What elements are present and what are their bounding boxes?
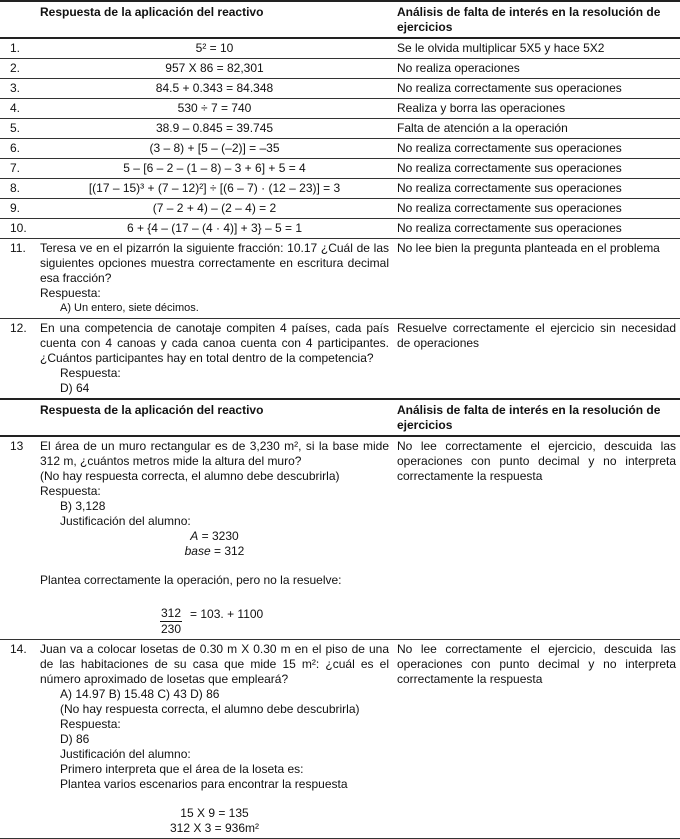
item-13-answer: B) 3,128 xyxy=(60,499,106,513)
table-row xyxy=(0,59,680,79)
header-analysis: Análisis de falta de interés en la resolución de ejercicios xyxy=(393,399,680,436)
header-response: Respuesta de la aplicación del reactivo xyxy=(36,399,393,436)
item-13-calc-base xyxy=(40,544,389,559)
item-12-answer: D) 64 xyxy=(60,381,90,395)
table-row xyxy=(0,119,680,139)
row-analysis: No realiza correctamente sus operaciones xyxy=(393,219,680,239)
item-12-row xyxy=(0,319,680,400)
table-row xyxy=(0,99,680,119)
row-analysis: Falta de atención a la operación xyxy=(393,119,680,139)
row-response: 530 ÷ 7 = 740 xyxy=(36,99,393,119)
row-analysis: No realiza correctamente sus operaciones xyxy=(393,79,680,99)
item-13-note: (No hay respuesta correcta, el alumno debe descubrirla) xyxy=(40,469,340,483)
header-response: Respuesta de la aplicación del reactivo xyxy=(36,1,393,38)
calc-var: base xyxy=(184,544,211,558)
header-analysis: Análisis de falta de interés en la resolución de ejercicios xyxy=(393,1,680,38)
header-num-cell xyxy=(0,1,36,38)
row-number: 9. xyxy=(0,199,36,219)
item-14-question: Juan va a colocar losetas de 0.30 m X 0.30 m en el piso de una de las habitaciones de su casa que mide 15 m²: ¿cuál es el número aproximado de losetas que empleará? xyxy=(40,642,389,686)
item-13-answer-label: Respuesta: xyxy=(40,484,101,498)
row-response: (3 – 8) + [5 – (–2)] = –35 xyxy=(36,139,393,159)
item-12-answer-label: Respuesta: xyxy=(60,366,121,380)
row-response: 6 + {4 – (17 – (4 · 4)] + 3} – 5 = 1 xyxy=(36,219,393,239)
item-13-fraction xyxy=(160,606,182,637)
table-row xyxy=(0,219,680,239)
item-11-answer-label: Respuesta: xyxy=(40,286,101,300)
item-13-row xyxy=(0,436,680,640)
item-13-analysis: No lee correctamente el ejercicio, descuida las operaciones con punto decimal y no interpreta correctamente la respuesta xyxy=(393,436,680,640)
item-11-response xyxy=(36,239,393,319)
item-12-analysis: Resuelve correctamente el ejercicio sin necesidad de operaciones xyxy=(393,319,680,400)
row-analysis: Realiza y borra las operaciones xyxy=(393,99,680,119)
fraction-numerator: 312 xyxy=(161,606,182,620)
row-number: 3. xyxy=(0,79,36,99)
item-14-justification-label: Justificación del alumno: xyxy=(60,747,191,761)
item-13-calc-area xyxy=(40,529,389,544)
calc-var: A xyxy=(190,529,199,543)
row-analysis: No realiza operaciones xyxy=(393,59,680,79)
calc-value: = 3230 xyxy=(198,529,239,543)
item-13-statement: Plantea correctamente la operación, pero no la resuelve: xyxy=(40,573,342,587)
table-row xyxy=(0,179,680,199)
header-num-cell xyxy=(0,399,36,436)
item-14-answer-label: Respuesta: xyxy=(60,717,121,731)
table-header-repeat xyxy=(0,399,680,436)
fraction-denominator: 230 xyxy=(161,622,182,636)
row-number: 6. xyxy=(0,139,36,159)
item-13-justification-label: Justificación del alumno: xyxy=(60,514,191,528)
table-header xyxy=(0,1,680,38)
row-number: 10. xyxy=(0,219,36,239)
row-number: 14. xyxy=(0,640,36,839)
row-response: 957 X 86 = 82,301 xyxy=(36,59,393,79)
item-14-answer: D) 86 xyxy=(60,732,90,746)
calc-value: = 312 xyxy=(210,544,245,558)
item-11-answer: A) Un entero, siete décimos. xyxy=(60,302,199,314)
fraction-result: = 103. + 1100 xyxy=(190,607,264,621)
item-14-response xyxy=(36,640,393,839)
item-14-options: A) 14.97 B) 15.48 C) 43 D) 86 xyxy=(60,687,220,701)
item-14-note: (No hay respuesta correcta, el alumno debe descubrirla) xyxy=(60,702,360,716)
item-13-response xyxy=(36,436,393,640)
row-number: 12. xyxy=(0,319,36,400)
row-response: (7 – 2 + 4) – (2 – 4) = 2 xyxy=(36,199,393,219)
row-response: 84.5 + 0.343 = 84.348 xyxy=(36,79,393,99)
item-11-question: Teresa ve en el pizarrón la siguiente fracción: 10.17 ¿Cuál de las siguientes opciones muestra correctamente en escritura decimal esa fracción? xyxy=(40,241,389,285)
row-analysis: Se le olvida multiplicar 5X5 y hace 5X2 xyxy=(393,38,680,59)
item-12-question: En una competencia de canotaje compiten 4 países, cada país cuenta con 4 canoas y cada canoa cuenta con 4 participantes. ¿Cuántos participantes hay en total dentro de la competencia? xyxy=(40,321,389,365)
row-number: 13 xyxy=(0,436,36,640)
item-14-calc1: 15 X 9 = 135 xyxy=(180,806,249,820)
row-response: 38.9 – 0.845 = 39.745 xyxy=(36,119,393,139)
item-11-analysis: No lee bien la pregunta planteada en el problema xyxy=(393,239,680,319)
item-14-analysis: No lee correctamente el ejercicio, descuida las operaciones con punto decimal y no interpreta correctamente la respuesta xyxy=(393,640,680,839)
row-analysis: No realiza correctamente sus operaciones xyxy=(393,159,680,179)
table-row xyxy=(0,139,680,159)
row-number: 5. xyxy=(0,119,36,139)
row-analysis: No realiza correctamente sus operaciones xyxy=(393,139,680,159)
row-number: 7. xyxy=(0,159,36,179)
table-row xyxy=(0,79,680,99)
item-13-question: El área de un muro rectangular es de 3,230 m², si la base mide 312 m, ¿cuántos metros mide la altura del muro? xyxy=(40,439,389,468)
item-14-calc2: 312 X 3 = 936m² xyxy=(169,821,260,835)
item-11-row xyxy=(0,239,680,319)
row-analysis: No realiza correctamente sus operaciones xyxy=(393,199,680,219)
row-response: [(17 – 15)³ + (7 – 12)²] ÷ [(6 – 7) · (12 – 23)] = 3 xyxy=(36,179,393,199)
table-row xyxy=(0,199,680,219)
table-row xyxy=(0,38,680,59)
row-response: 5² = 10 xyxy=(36,38,393,59)
item-14-line1: Primero interpreta que el área de la loseta es: xyxy=(60,762,304,776)
row-analysis: No realiza correctamente sus operaciones xyxy=(393,179,680,199)
item-14-line2: Plantea varios escenarios para encontrar la respuesta xyxy=(60,777,348,791)
row-number: 2. xyxy=(0,59,36,79)
item-12-response xyxy=(36,319,393,400)
table-row xyxy=(0,159,680,179)
row-response: 5 – [6 – 2 – (1 – 8) – 3 + 6] + 5 = 4 xyxy=(36,159,393,179)
row-number: 11. xyxy=(0,239,36,319)
row-number: 1. xyxy=(0,38,36,59)
row-number: 4. xyxy=(0,99,36,119)
item-13-fraction-line xyxy=(40,606,389,637)
item-14-row xyxy=(0,640,680,839)
row-number: 8. xyxy=(0,179,36,199)
